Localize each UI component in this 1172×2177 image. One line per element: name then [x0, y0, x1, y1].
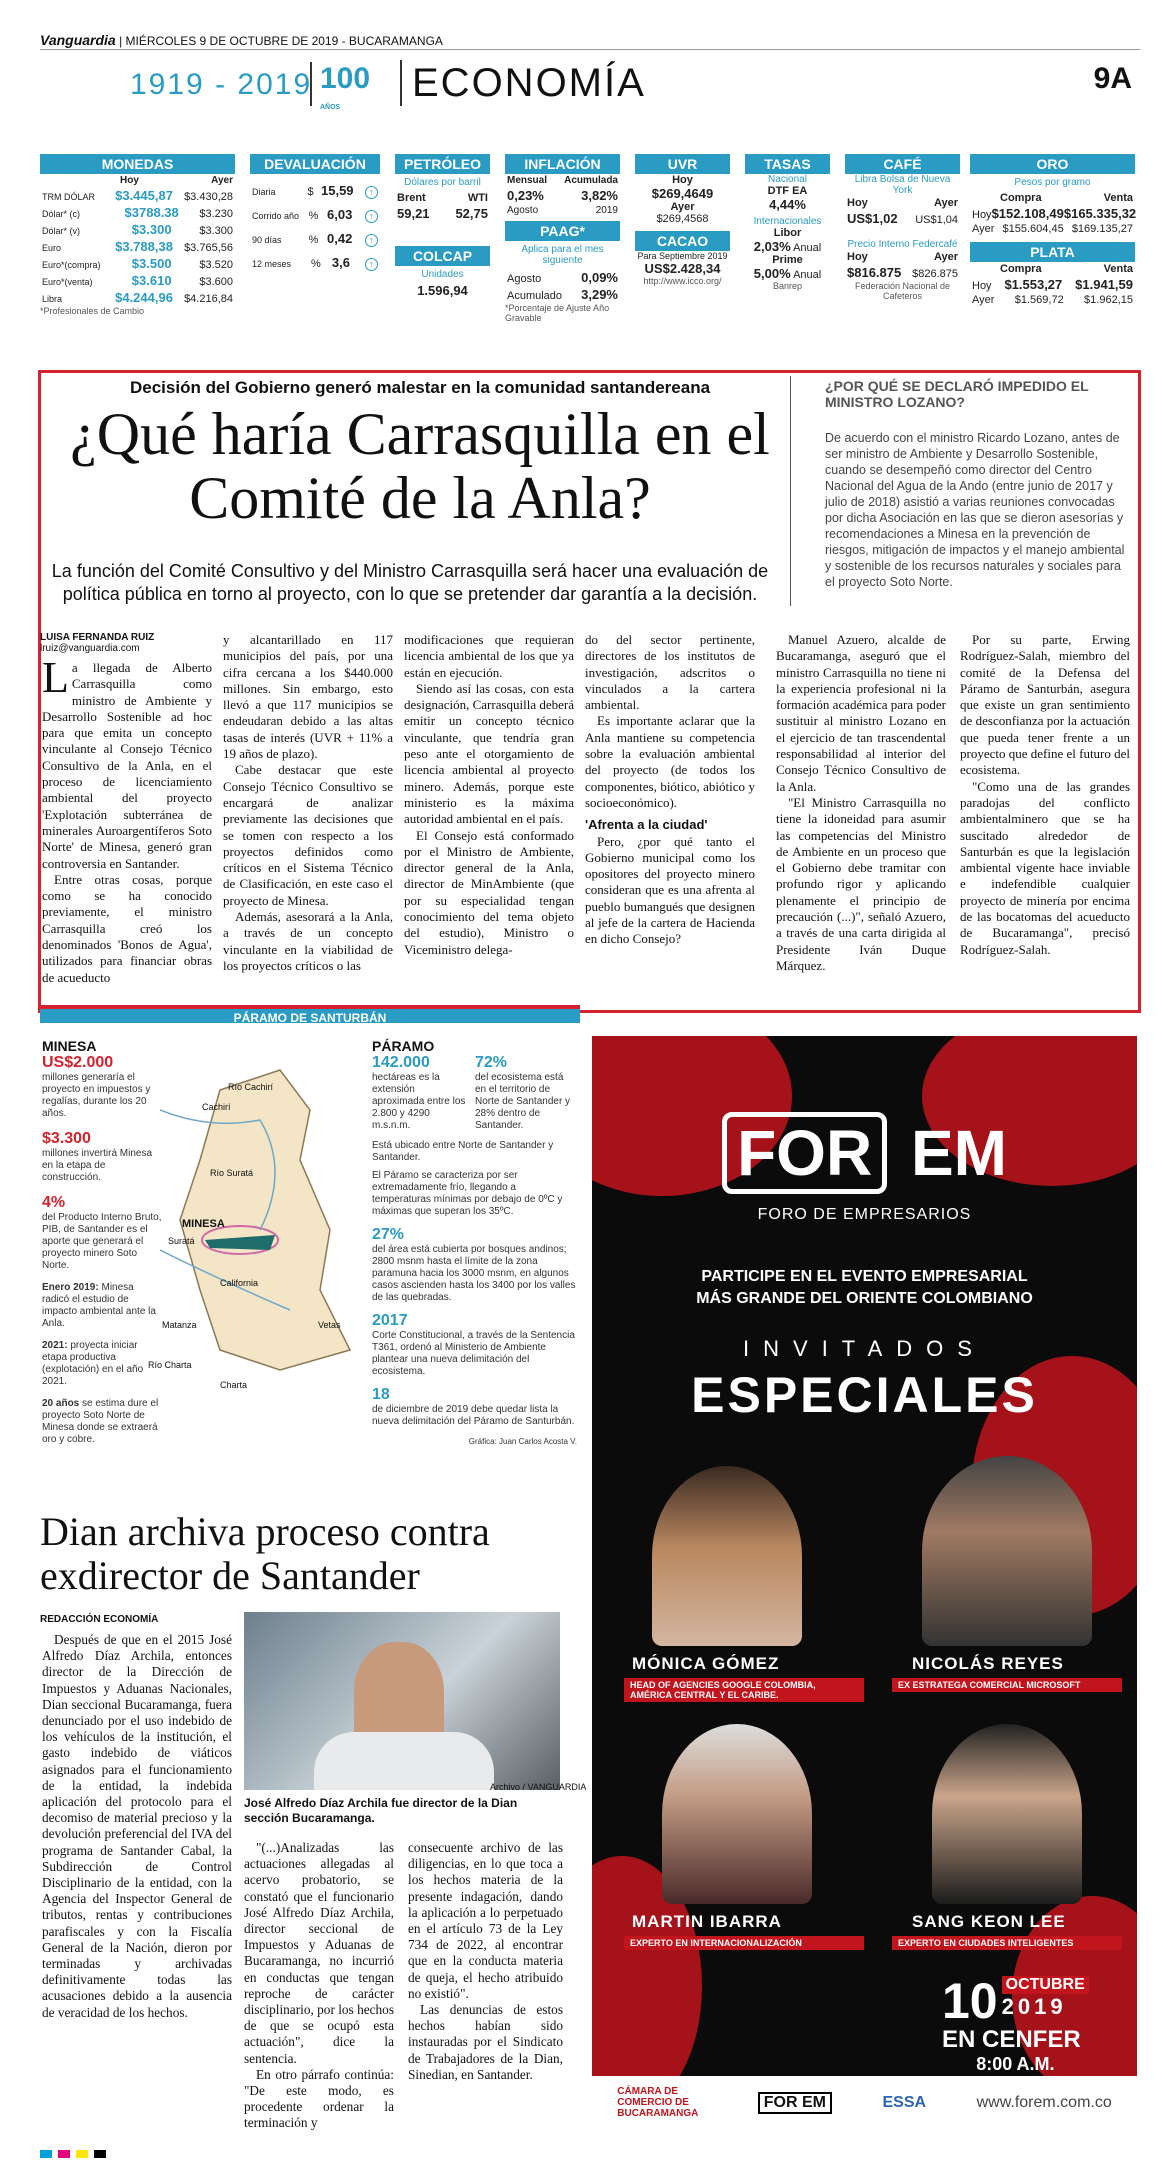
minesa-stat-3: 4% — [42, 1194, 66, 1211]
paramo-stat-4: 2017 — [372, 1312, 408, 1329]
deval-label: 90 días — [252, 235, 282, 245]
paramo-stat-4-text: Corte Constitucional, a través de la Sentencia T361, ordenó al Ministerio de Ambiente plantear una nueva delimitación del ecosistema. — [372, 1330, 575, 1377]
drop-cap: L — [42, 653, 69, 702]
dian-byline: REDACCIÓN ECONOMÍA — [40, 1614, 159, 1625]
currency-ayer: $3.765,56 — [184, 242, 233, 254]
page-number: 9A — [1093, 62, 1132, 95]
plata-compra-label: Compra — [1000, 263, 1042, 275]
oro-compra-label: Compra — [1000, 192, 1042, 204]
currency-hoy: $3.610 — [131, 273, 172, 288]
tasas-title: TASAS — [745, 154, 830, 174]
currency-label: Dólar* (v) — [42, 226, 81, 236]
map-place-label: Vetas — [318, 1320, 341, 1330]
speaker-name-3: MARTIN IBARRA — [632, 1912, 782, 1931]
petroleo-title: PETRÓLEO — [395, 154, 490, 174]
cafe-fed-ayer-label: Ayer — [933, 251, 958, 263]
monedas-note: *Profesionales de Cambio — [40, 306, 145, 316]
invitados-label: INVITADOS — [743, 1336, 986, 1361]
oro-ayer-label: Ayer — [972, 223, 995, 235]
dian-col1-text: Después de que en el 2015 José Alfredo Díaz Archila, entonces director de la Dirección de Impuestos y Aduanas Nacionales, Dian seccional Bucaramanga, fuera denunciado por el uso indebido de los vehículos de la institución, el gasto indebido de viáticos asignados para el funcionamiento de la entidad, la indebida aplicación del protocolo para el decomiso de material precioso y la devolución preferencial del IVA del programa de Santander Cabal, la Subdirección de Control Disciplinario de la entidad, con la Agencia del Inspector General de tributos, rentas y contribuciones parafiscales y con la Fiscalía General de la Nación, dieron por terminadas y archivadas definitivamente todas las acusaciones debido a la ausencia de veracidad de los hechos. — [42, 1632, 232, 2020]
devaluacion-row — [250, 182, 380, 200]
event-year: 2019 — [1001, 1994, 1067, 2019]
dian-col2-para2: En otro párrafo continúa: "De este modo, es procedente ordenar la terminación y — [244, 2066, 394, 2131]
speaker-photo — [932, 1724, 1082, 1904]
forem-logo-left: FOR — [722, 1112, 887, 1194]
petroleo-panel — [395, 154, 490, 298]
currency-label: TRM DÓLAR — [42, 192, 96, 202]
speaker-name-1: MÓNICA GÓMEZ — [632, 1654, 780, 1673]
dian-column-2 — [244, 1840, 394, 2132]
col5-para2: "El Ministro Carrasquilla no tiene la idoneidad para asumir las competencias del Ministro de Ambiente en un proceso que el Gobierno debe tramitar con profundo rigor y aplicando plenamente el principio de precaución (...)", señaló Azuero, a través de una carta dirigida al Presidente Iván Duque Márquez. — [776, 794, 946, 973]
speaker-photo — [922, 1456, 1092, 1646]
devaluacion-row — [250, 206, 380, 224]
registration-mark — [40, 2150, 52, 2158]
section-title: ECONOMÍA — [400, 60, 646, 106]
colcap-value: 1.596,94 — [417, 283, 468, 298]
acumulada-sub: 2019 — [595, 205, 618, 216]
devaluacion-row — [250, 230, 380, 248]
currency-ayer: $3.600 — [199, 276, 233, 288]
dian-col3-para2: Las denuncias de estos hechos habían sido instauradas por el Sindicato de Trabajadores de la Dian, Sinedian, en Santander. — [408, 2002, 563, 2082]
uvr-title: UVR — [635, 154, 730, 174]
paramo-column — [372, 1038, 577, 1448]
cafe-panel — [845, 154, 960, 301]
oro-ayer-venta: $169.135,27 — [1071, 223, 1133, 235]
col1-text: a llegada de Alberto Carrasquilla como ministro de Ambiente y Desarrollo Sostenible ad hoc para que emita un concepto vinculante al Consejo Técnico Consultivo de la Anla, en el proceso de licenciamiento ambiental del proyecto 'Explotación subterránea de minerales Auroargentíferos Soto Norte' de Minesa, generó gran controversia en Santander. — [42, 660, 212, 871]
deval-value: 6,03 — [327, 207, 353, 222]
arrow-up-icon: ↑ — [365, 234, 378, 247]
mensual-label: Mensual — [507, 175, 548, 186]
uvr-hoy-label: Hoy — [672, 174, 693, 186]
monedas-row — [40, 221, 235, 238]
arrow-up-icon: ↑ — [365, 210, 378, 223]
prime-value: 5,00% — [753, 266, 791, 281]
paramo-stat-1: 142.000 — [372, 1054, 430, 1071]
arrow-up-icon: ↑ — [365, 186, 378, 199]
article-column-4 — [585, 632, 755, 948]
santurban-map — [160, 1050, 360, 1380]
devaluacion-title: DEVALUACIÓN — [250, 154, 380, 174]
currency-label: Dólar* (c) — [42, 209, 81, 219]
photo-caption: José Alfredo Díaz Archila fue director de la Dian sección Bucaramanga. — [244, 1796, 518, 1825]
col4-subhead: 'Afrenta a la ciudad' — [585, 817, 708, 833]
prime-label: Prime — [772, 254, 803, 266]
article-column-5 — [776, 632, 946, 974]
brent-value: 59,21 — [397, 206, 430, 221]
dian-column-1 — [42, 1632, 232, 2021]
oro-title: ORO — [970, 154, 1135, 174]
event-venue: EN CENFER — [942, 2026, 1081, 2053]
col5-text: Manuel Azuero, alcalde de Bucaramanga, aseguró que el ministro Carrasquilla no tiene ni la experiencia profesional ni la formación académica para poder sustituir al ministro Lozano en el ejercicio de tan trascendental responsabilidad al interior del Consejo Técnico Consultivo de la Anla. — [776, 632, 946, 794]
acumulada-label: Acumulada — [564, 175, 618, 186]
dian-headline: Dian archiva proceso contra exdirector de Santander — [40, 1509, 490, 1598]
devaluacion-panel — [250, 154, 380, 278]
paramo-stat-2: 72% — [475, 1054, 508, 1071]
dian-photo — [244, 1612, 560, 1790]
tasas-note: Banrep — [772, 281, 803, 291]
speaker-role-1: HEAD OF AGENCIES GOOGLE COLOMBIA, AMÉRICA CENTRAL Y EL CARIBE. — [624, 1678, 864, 1702]
cafe-ayer: US$1,04 — [915, 214, 958, 226]
event-month: OCTUBRE — [1002, 1976, 1089, 1994]
devaluacion-table — [250, 182, 380, 272]
deval-unit: % — [308, 210, 319, 222]
minesa-date-2: 2021: — [42, 1340, 68, 1351]
uvr-ayer: $269,4568 — [656, 213, 709, 225]
infographic-title: PÁRAMO DE SANTURBÁN — [40, 1005, 580, 1023]
article-column-2 — [223, 632, 393, 974]
infographic-credit: Gráfica: Juan Carlos Acosta V. — [468, 1437, 577, 1446]
wti-value: 52,75 — [455, 206, 488, 221]
dateline: MIÉRCOLES 9 DE OCTUBRE DE 2019 - BUCARAMANGA — [125, 34, 443, 48]
registration-mark — [76, 2150, 88, 2158]
currency-hoy: $3.445,87 — [115, 188, 173, 203]
cafe-hoy-label: Hoy — [847, 197, 868, 209]
speaker-role-4: EXPERTO EN CIUDADES INTELIGENTES — [892, 1936, 1122, 1950]
paag-note: *Porcentaje de Ajuste Año Gravable — [505, 303, 610, 323]
wti-label: WTI — [467, 192, 488, 204]
article-column-1 — [42, 653, 212, 986]
inflacion-panel — [505, 154, 620, 323]
forem-url[interactable]: www.forem.com.co — [976, 2093, 1112, 2111]
paramo-location: Está ubicado entre Norte de Santander y Santander. — [372, 1140, 554, 1163]
libor-label: Libor — [773, 227, 802, 239]
brand-name: Vanguardia — [40, 32, 116, 48]
print-registration-marks — [40, 2150, 1140, 2160]
paramo-climate: El Páramo se caracteriza por ser extremadamente frío, llegando a temperaturas mínimas por debajo de 0ºC y máximas que superan los 35ºC. — [372, 1170, 563, 1217]
col4-para3: Pero, ¿por qué tanto el Gobierno municipal como los opositores del proyecto minero consideran que es una afrenta al pueblo bumangués que designen al jefe de la cartera de Hacienda en dicho Consejo? — [585, 833, 755, 947]
mensual-value: 0,23% — [507, 188, 544, 203]
col6-text: Por su parte, Erwing Rodríguez-Salah, miembro del comité de la Defensa del Páramo de Santurbán, asegura que existe un gran sentimiento de desconfianza por la actuación que pueda tener frente a un proyecto que define el futuro del ecosistema. — [960, 632, 1131, 778]
currency-hoy: $3.788,38 — [115, 239, 173, 254]
article-column-6 — [960, 632, 1130, 958]
person-shirt — [314, 1732, 494, 1790]
col4-para2: Es importante aclarar que la Anla mantiene su competencia sobre la evaluación ambiental del proyecto (de todos los componentes, biótico, abiótico y socioeconómico). — [585, 713, 755, 810]
colcap-title: COLCAP — [395, 246, 490, 266]
tasas-intl: Internacionales — [753, 216, 822, 227]
col3-text: modificaciones que requieran licencia ambiental de los que ya están en ejecución. — [404, 632, 574, 680]
cafe-fed-ayer: $826.875 — [912, 268, 958, 280]
currency-hoy: $3.300 — [131, 222, 172, 237]
cafe-fed-label: Precio Interno Federcafé — [847, 239, 958, 250]
plata-hoy-venta: $1.941,59 — [1075, 277, 1133, 292]
author-name: LUISA FERNANDA RUIZ — [40, 632, 155, 643]
tasas-panel — [745, 154, 830, 291]
event-day: 10 — [942, 1973, 998, 2029]
monedas-row — [40, 289, 235, 306]
paag-acum-label: Acumulado — [507, 290, 563, 302]
article-kicker: Decisión del Gobierno generó malestar en la comunidad santandereana — [130, 378, 711, 397]
currency-label: Euro*(venta) — [42, 277, 93, 287]
registration-mark — [94, 2150, 106, 2158]
paag-agosto-value: 0,09% — [581, 270, 618, 285]
deval-unit: % — [308, 234, 319, 246]
oro-hoy-venta: $165.335,32 — [1063, 206, 1137, 221]
tagline-line-1: PARTICIPE EN EL EVENTO EMPRESARIAL — [701, 1268, 1028, 1285]
map-place-label: Matanza — [162, 1320, 197, 1330]
currency-label: Euro — [42, 243, 62, 253]
libor-unit: Anual — [793, 242, 822, 254]
speaker-photo — [652, 1466, 802, 1646]
monedas-row — [40, 238, 235, 255]
paag-title: PAAG* — [505, 221, 620, 241]
dian-column-3 — [408, 1840, 563, 2083]
paag-agosto-label: Agosto — [507, 273, 542, 285]
uvr-ayer-label: Ayer — [670, 201, 695, 213]
cafe-note: Federación Nacional de Cafeteros — [854, 281, 951, 301]
article-column-3 — [404, 632, 574, 958]
minesa-stat-3-text: del Producto Interno Bruto, PIB, de Santander es el aporte que generará el proyecto minero Soto Norte. — [42, 1212, 162, 1271]
acumulada-value: 3,82% — [581, 188, 618, 203]
devaluacion-row — [250, 254, 380, 272]
monedas-title: MONEDAS — [40, 154, 235, 174]
especiales-label: ESPECIALES — [691, 1367, 1038, 1423]
cacao-title: CACAO — [635, 231, 730, 251]
deval-unit: % — [311, 258, 321, 270]
forem-logo-right: EM — [910, 1117, 1007, 1189]
colcap-sub: Unidades — [421, 269, 464, 280]
cacao-sub: Para Septiembre 2019 — [637, 251, 728, 261]
libor-value: 2,03% — [753, 239, 791, 254]
tasas-nacional: Nacional — [768, 174, 807, 185]
col2-para3: Además, asesorará a la Anla, a través de un concepto vinculante en la viabilidad de los proyectos críticos o las — [223, 909, 393, 973]
oro-sub: Pesos por gramo — [1014, 177, 1091, 188]
paag-acum-value: 3,29% — [581, 287, 618, 302]
minesa-stat-1-text: millones generaría el proyecto en impuestos y regalías, durante los 20 años. — [42, 1072, 151, 1119]
uvr-hoy: $269,4649 — [651, 186, 714, 201]
cafe-fed-hoy: $816.875 — [847, 265, 902, 280]
mensual-sub: Agosto — [507, 205, 539, 216]
minesa-stat-1: US$2.000 — [42, 1054, 114, 1071]
anniversary-number: 100 — [320, 62, 371, 95]
article-deck: La función del Comité Consultivo y del Ministro Carrasquilla será hacer una evaluación de política pública en torno al proyecto, con lo que se pretender dar garantía a la decisión. — [51, 561, 769, 604]
minesa-stat-2: $3.300 — [42, 1130, 91, 1147]
plata-ayer-label: Ayer — [972, 294, 995, 306]
currency-hoy: $3.500 — [131, 256, 172, 271]
minesa-date-1-text: Minesa radicó el estudio de impacto ambiental ante la Anla. — [42, 1282, 156, 1329]
sidebar-bracket — [790, 376, 810, 606]
plata-hoy-compra: $1.553,27 — [1004, 277, 1063, 292]
cafe-fed-hoy-label: Hoy — [847, 251, 868, 263]
map-place-label: Suratá — [168, 1236, 195, 1246]
plata-ayer-venta: $1.962,15 — [1084, 294, 1133, 306]
photo-credit: Archivo / VANGUARDIA — [490, 1782, 587, 1792]
arrow-up-icon: ↑ — [365, 258, 378, 271]
article-headline: ¿Qué haría Carrasquilla en el Comité de la Anla? — [70, 401, 770, 531]
paramo-stat-3: 27% — [372, 1226, 405, 1243]
dtf-label: DTF EA — [767, 185, 808, 197]
col6-para2: "Como una de las grandes paradojas del conflicto ambientalminero que se ha suscitado alrededor de Santurbán es que la legislación ambiental vigente hace inviable e indefendible cualquier proyecto de minería por encima de las bocatomas del acueducto de Bucaramanga", precisó Rodríguez-Salah. — [960, 778, 1130, 957]
anniversary-logo — [310, 62, 390, 111]
map-place-label: California — [220, 1278, 259, 1288]
deval-label: Corrido año — [252, 211, 300, 221]
paag-sub: Aplica para el mes siguiente — [521, 244, 604, 266]
sponsor-essa: ESSA — [882, 2093, 927, 2111]
plata-venta-label: Venta — [1103, 263, 1133, 275]
minesa-date-3-text: se estima dure el proyecto Soto Norte de Minesa donde se extraerá oro y cobre. — [42, 1398, 159, 1445]
col3-para3: El Consejo está conformado por el Ministro de Ambiente, director general de la Anla, director de MinAmbiente (que por su especialidad tengan conocimiento del tema objeto del estudio), Ministro o Viceministro delega- — [404, 827, 574, 957]
plata-title: PLATA — [970, 242, 1135, 262]
deval-unit: $ — [307, 186, 314, 198]
paramo-stat-5: 18 — [372, 1386, 390, 1403]
minesa-stat-2-text: millones invertirá Minesa en la etapa de construcción. — [42, 1148, 153, 1183]
forem-subtitle: FORO DE EMPRESARIOS — [757, 1206, 972, 1223]
monedas-row — [40, 204, 235, 221]
monedas-row — [40, 272, 235, 289]
oro-venta-label: Venta — [1103, 192, 1133, 204]
anniversary-sub: AÑOS — [320, 104, 341, 111]
speaker-name-4: SANG KEON LEE — [912, 1912, 1066, 1931]
minesa-date-3: 20 años — [42, 1398, 80, 1409]
oro-panel — [970, 154, 1135, 307]
cafe-ny-label: Libra Bolsa de Nueva York — [854, 174, 951, 196]
event-date — [942, 1973, 1089, 2075]
col2-text: y alcantarillado en 117 municipios del país, por una cifra cercana a los $440.000 millones. Sin embargo, esto llevó a que 117 municipios se endeudaran debido a las altas tasas de interés (UVR + 11% a 19 años de plazo). — [223, 632, 393, 762]
dian-col3-text: consecuente archivo de las diligencias, en lo que toca a los hechos materia de la presente indagación, dando la aplicación a lo perpetuado en el artículo 73 de la Ley 734 de 2022, al encontrar que en la conducta materia de queja, el hecho atribuido no existió". — [408, 1840, 563, 2001]
oro-hoy-compra: $152.108,49 — [991, 206, 1064, 221]
sponsor-forem: FOR EM — [758, 2092, 832, 2114]
paramo-stat-2-text: del ecosistema está en el territorio de Norte de Santander y 28% dentro de Santander. — [475, 1072, 571, 1131]
minesa-date-2-text: proyecta iniciar etapa productiva (explotación) en el año 2021. — [42, 1340, 144, 1387]
map-place-label: Río Suratá — [210, 1168, 254, 1178]
deval-value: 15,59 — [321, 183, 354, 198]
currency-ayer: $3.230 — [199, 208, 233, 220]
map-place-label: Charta — [220, 1380, 248, 1390]
registration-mark — [58, 2150, 70, 2158]
paramo-stat-1-text: hectáreas es la extensión aproximada entre los 2.800 y 4290 m.s.n.m. — [372, 1072, 466, 1131]
cafe-hoy: US$1,02 — [847, 211, 898, 226]
map-place-label: Río Charta — [148, 1360, 192, 1370]
speaker-role-2: EX ESTRATEGA COMERCIAL MICROSOFT — [892, 1678, 1122, 1692]
deval-value: 0,42 — [327, 231, 353, 246]
oro-hoy-label: Hoy — [972, 209, 992, 221]
monedas-table — [40, 187, 235, 306]
currency-hoy: $4.244,96 — [115, 290, 173, 305]
forem-advertisement[interactable] — [592, 1036, 1137, 2129]
currency-ayer: $4.216,84 — [184, 293, 233, 305]
petroleo-sub: Dólares por barril — [404, 177, 481, 188]
monedas-row — [40, 187, 235, 204]
forem-logo — [592, 1116, 1137, 1190]
cacao-note: http://www.icco.org/ — [643, 276, 722, 286]
cacao-value: US$2.428,34 — [644, 261, 721, 276]
monedas-row — [40, 255, 235, 272]
currency-label: Euro*(compra) — [42, 260, 101, 270]
event-time: 8:00 A.M. — [976, 2054, 1055, 2074]
speaker-photo — [662, 1724, 812, 1904]
monedas-panel — [40, 154, 235, 316]
currency-ayer: $3.300 — [199, 225, 233, 237]
prime-unit: Anual — [793, 269, 822, 281]
inflacion-title: INFLACIÓN — [505, 154, 620, 174]
speaker-role-3: EXPERTO EN INTERNACIONALIZACIÓN — [624, 1936, 864, 1950]
currency-hoy: $3788.38 — [124, 205, 179, 220]
tagline-line-2: MÁS GRANDE DEL ORIENTE COLOMBIANO — [696, 1290, 1033, 1307]
dateline-bar: Vanguardia | MIÉRCOLES 9 DE OCTUBRE DE 2019 - BUCARAMANGA — [40, 32, 1140, 50]
currency-ayer: $3.430,28 — [184, 191, 233, 203]
sponsor-camara: CÁMARA DE COMERCIO DE BUCARAMANGA — [617, 2086, 699, 2119]
deval-label: Diaria — [252, 187, 276, 197]
deval-value: 3,6 — [331, 255, 350, 270]
uvr-panel — [635, 154, 730, 286]
sidebar-body: De acuerdo con el ministro Ricardo Lozano, antes de ser ministro de Ambiente y Desarrollo Sostenible, cuando se desempeñó como director del Centro Nacional del Agua de la Ando (entre junio de 2017 y julio de 2018) asistió a varias reuniones convocadas por dicha Asociación en las que se dieron asesorías y recomendaciones a Minesa en la prevención de riesgos, mitigación de impactos y el manejo ambiental y sostenible de los recursos naturales y sociales para el proyecto Soto Norte. — [825, 431, 1125, 589]
map-place-label: Río Cachirí — [228, 1082, 274, 1092]
dtf-value: 4,44% — [769, 197, 806, 212]
col-hoy: Hoy — [120, 175, 139, 186]
currency-label: Libra — [42, 294, 63, 304]
col3-para2: Siendo así las cosas, con esta designación, Carrasquilla deberá emitir un concepto técnico vinculante, que tendría gran peso ante el otorgamiento de licencia ambiental al proyecto minero. Además, porque este ministerio es la máxima autoridad ambiental en el país. — [404, 680, 575, 827]
dian-col2-text: "(...)Analizadas las actuaciones allegadas al acervo probatorio, se constató que el funcionario José Alfredo Díaz Archila, director seccional de Impuestos y Aduanas de Bucaramanga, no incurrió en conductas que tengan reproche de carácter disciplinario, por los hechos de que se ocupó esta actuación", dice la sentencia. — [244, 1840, 394, 2066]
col2-para2: Cabe destacar que este Consejo Técnico Consultivo se encargará de analizar previamente las decisiones que se tomen con respecto a los proyectos definidos como críticos en el Sistema Técnico de Clasificación, en este caso el proyecto de Minesa. — [223, 762, 393, 908]
map-place-label: MINESA — [182, 1218, 225, 1230]
paramo-stat-5-text: de diciembre de 2019 debe quedar lista la nueva delimitación del Páramo de Santurbán. — [372, 1404, 575, 1427]
sidebar-title: ¿POR QUÉ SE DECLARÓ IMPEDIDO EL MINISTRO LOZANO? — [825, 378, 1089, 410]
byline — [40, 632, 154, 654]
brent-label: Brent — [397, 192, 426, 204]
speaker-name-2: NICOLÁS REYES — [912, 1654, 1064, 1673]
minesa-title: MINESA — [42, 1038, 97, 1054]
plata-ayer-compra: $1.569,72 — [1014, 294, 1064, 306]
map-place-label: Cachirí — [202, 1102, 231, 1112]
cafe-ayer-label: Ayer — [933, 197, 958, 209]
col1-para2: Entre otras cosas, porque como se ha conocido previamente, el ministro Carrasquilla creó los denominados 'Bonos de Agua', utilizados para financiar obras de acueducto — [42, 871, 212, 985]
cafe-title: CAFÉ — [845, 154, 960, 174]
currency-ayer: $3.520 — [199, 259, 233, 271]
col4-text: do del sector pertinente, directores de los institutos de investigación, adscritos o vinculados a la cartera ambiental. — [585, 632, 755, 713]
minesa-column — [42, 1038, 162, 1446]
paramo-stat-3-text: del área está cubierta por bosques andinos; 2800 msnm hasta el límite de la zona paramuna hacia los 3000 msnm, en algunos casos ascienden hasta los 3400 por los valles de las quebradas. — [372, 1244, 576, 1303]
deval-label: 12 meses — [252, 259, 292, 269]
paramo-title: PÁRAMO — [372, 1038, 435, 1054]
sponsor-strip — [592, 2076, 1137, 2129]
minesa-date-1: Enero 2019: — [42, 1282, 99, 1293]
plata-hoy-label: Hoy — [972, 280, 992, 292]
col-ayer: Ayer — [211, 175, 233, 186]
oro-ayer-compra: $155.604,45 — [1002, 223, 1064, 235]
author-email: lruiz@vanguardia.com — [40, 643, 140, 654]
anniversary-years: 1919 - 2019 — [130, 68, 313, 101]
